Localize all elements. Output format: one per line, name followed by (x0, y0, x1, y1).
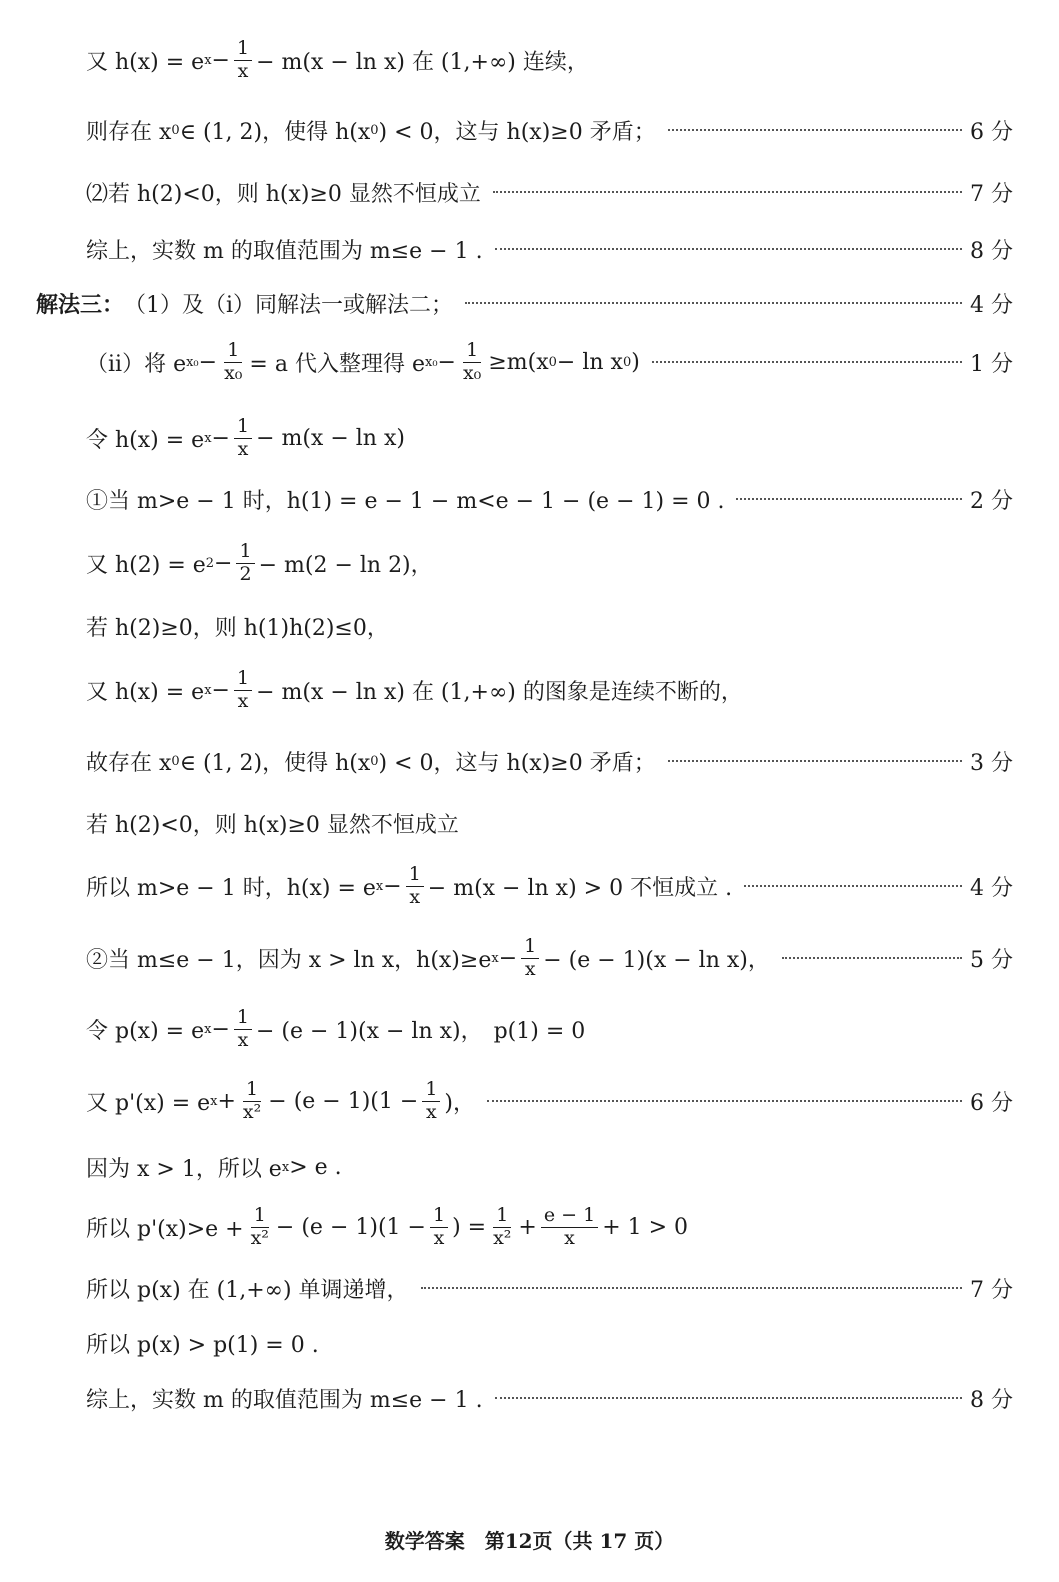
subscript: 0 (548, 354, 557, 370)
solution-line (86, 110, 1013, 150)
text-segment: 故存在 x (86, 750, 172, 776)
text-segment: − (198, 349, 218, 375)
fraction-denominator: x (409, 885, 421, 908)
math-expression (86, 484, 724, 515)
dot-leader (782, 957, 962, 959)
text-segment: ) < 0，这与 h(x)≥0 矛盾； (378, 750, 656, 776)
text-segment: − (214, 550, 233, 576)
fraction-denominator: 2 (239, 562, 252, 585)
fraction-numerator: 1 (406, 864, 424, 887)
superscript: x (210, 1093, 218, 1109)
fraction-numerator: 1 (234, 416, 252, 439)
fraction (248, 1205, 272, 1250)
fraction-denominator: x (237, 59, 249, 82)
fraction (234, 416, 252, 461)
score-points: 8 分 (970, 1387, 1013, 1413)
superscript: x (281, 1159, 290, 1175)
superscript: x (491, 950, 499, 966)
text-segment: ) < 0，这与 h(x)≥0 矛盾； (378, 119, 656, 145)
math-expression (86, 38, 589, 83)
solution-line (86, 1378, 1013, 1418)
text-segment: − m(x − ln x) > 0 不恒成立 . (427, 875, 733, 901)
fraction (430, 1205, 448, 1250)
dot-leader (493, 191, 962, 193)
solution-line (86, 862, 1013, 908)
fraction-numerator: 1 (243, 1079, 261, 1102)
solution-line (86, 1077, 1013, 1123)
fraction-numerator: 1 (422, 1079, 440, 1102)
score-points: 3 分 (970, 750, 1013, 776)
solution-line (86, 172, 1013, 212)
text-segment: − (e − 1)(1 − (268, 1088, 419, 1114)
math-expression (86, 1383, 483, 1414)
superscript: x (204, 430, 212, 446)
text-segment: − m(x − ln x) (256, 425, 405, 451)
text-segment: 综上，实数 m 的取值范围为 m≤e − 1 . (86, 238, 483, 264)
text-segment: （ii）将 e (86, 351, 187, 377)
fraction-numerator: 1 (251, 1205, 269, 1228)
math-expression (86, 115, 656, 146)
solution-line (86, 1005, 1013, 1051)
fraction (541, 1205, 598, 1250)
fraction-numerator: 1 (224, 340, 242, 363)
score-points: 2 分 (970, 488, 1013, 514)
fraction-numerator: 1 (430, 1205, 448, 1228)
text-segment: 又 h(x) = e (86, 679, 205, 705)
math-expression (86, 1205, 688, 1250)
text-segment: − (e − 1)(x − ln x)， (543, 947, 770, 973)
superscript: x (204, 1021, 212, 1037)
fraction (460, 340, 484, 385)
fraction-denominator: x (237, 1028, 249, 1051)
solution-line (86, 1147, 1013, 1187)
superscript: x (204, 52, 212, 68)
text-segment: ∈ (1, 2)，使得 h(x (179, 119, 371, 145)
solution-line (86, 414, 1013, 460)
text-segment: + (217, 1088, 236, 1114)
fraction-numerator: 1 (234, 38, 252, 61)
text-segment: 又 h(x) = e (86, 49, 205, 75)
text-segment: − (e − 1)(1 − (275, 1214, 426, 1240)
fraction-denominator: x² (493, 1226, 512, 1249)
text-segment: − (383, 873, 402, 899)
score-points: 7 分 (970, 181, 1013, 207)
fraction-denominator: x (433, 1226, 445, 1249)
fraction-numerator: 1 (463, 340, 481, 363)
text-segment: ≥m(x (488, 349, 549, 375)
math-expression (86, 668, 743, 713)
fraction (521, 936, 539, 981)
solution-line (86, 934, 1013, 980)
text-segment: 又 p'(x) = e (86, 1090, 211, 1116)
text-segment: > e . (289, 1154, 342, 1180)
score-points: 6 分 (970, 1090, 1013, 1116)
text-segment: − (211, 47, 230, 73)
dot-leader (465, 302, 962, 304)
fraction (234, 38, 252, 83)
superscript: 2 (205, 555, 215, 571)
math-expression (86, 864, 732, 909)
fraction-numerator: 1 (493, 1205, 511, 1228)
text-segment: ②当 m≤e − 1，因为 x > ln x，h(x)≥e (86, 947, 492, 973)
fraction-denominator: x (237, 689, 249, 712)
text-segment: 若 h(2)≥0，则 h(1)h(2)≤0， (86, 615, 389, 641)
text-segment: + 1 > 0 (602, 1214, 689, 1240)
dot-leader (744, 885, 962, 887)
text-segment: ) (631, 349, 640, 375)
math-expression (86, 340, 640, 385)
superscript: x (204, 682, 212, 698)
text-segment: 所以 p(x) > p(1) = 0 . (86, 1332, 319, 1358)
text-segment: + (518, 1214, 537, 1240)
fraction (221, 340, 245, 385)
text-segment: 所以 p(x) 在 (1,+∞) 单调递增， (86, 1277, 409, 1303)
solution-line (86, 666, 1013, 712)
subscript: 0 (171, 753, 180, 769)
subscript: 0 (171, 122, 180, 138)
fraction-numerator: 1 (234, 1007, 252, 1030)
solution-line (86, 539, 1013, 585)
text-segment: − ln x (556, 349, 623, 375)
text-segment: 所以 p'(x)>e + (86, 1216, 244, 1242)
math-expression (86, 808, 459, 839)
math-expression (86, 234, 483, 265)
score-points: 7 分 (970, 1277, 1013, 1303)
solution-line (86, 479, 1013, 519)
fraction (406, 864, 424, 909)
text-segment: − (437, 349, 456, 375)
score-points: 4 分 (970, 875, 1013, 901)
dot-leader (736, 498, 962, 500)
solution-line (36, 283, 1013, 323)
text-segment: 则存在 x (86, 119, 172, 145)
fraction (236, 541, 254, 586)
text-segment: 令 h(x) = e (86, 427, 205, 453)
text-segment: − (211, 677, 230, 703)
math-expression (86, 1152, 342, 1183)
text-segment: ∈ (1, 2)，使得 h(x (179, 750, 371, 776)
fraction-denominator: x (237, 437, 249, 460)
text-segment: − m(2 − ln 2)， (258, 552, 433, 578)
fraction (422, 1079, 440, 1124)
math-expression (86, 1079, 475, 1124)
fraction (234, 1007, 252, 1052)
text-segment: 若 h(2)<0，则 h(x)≥0 显然不恒成立 (86, 812, 459, 838)
dot-leader (487, 1100, 962, 1102)
fraction-denominator: x₀ (224, 361, 243, 384)
solution-line (86, 229, 1013, 269)
method-label: 解法三： (36, 291, 125, 318)
fraction-numerator: 1 (236, 541, 254, 564)
math-expression (86, 936, 770, 981)
math-expression (36, 288, 453, 319)
page-footer: 数学答案 第12页（共 17 页） (384, 1529, 675, 1553)
math-expression (86, 541, 433, 586)
subscript: 0 (622, 354, 632, 370)
dot-leader (495, 248, 962, 250)
fraction (240, 1079, 264, 1124)
math-expression (86, 1328, 319, 1359)
fraction (234, 668, 252, 713)
text-segment: − m(x − ln x) 在 (1,+∞) 的图象是连续不断的， (256, 679, 743, 705)
text-segment: （1）及（i）同解法一或解法二； (124, 292, 454, 318)
superscript: x (375, 878, 384, 894)
solution-line (86, 606, 1013, 646)
fraction-denominator: x² (250, 1226, 269, 1249)
text-segment: 令 p(x) = e (86, 1018, 205, 1044)
math-expression (86, 1273, 409, 1304)
text-segment: − (e − 1)(x − ln x)， p(1) = 0 (255, 1018, 586, 1044)
solution-line (86, 36, 1013, 82)
fraction (490, 1205, 514, 1250)
dot-leader (495, 1397, 962, 1399)
score-points: 1 分 (970, 351, 1013, 377)
solution-line (86, 338, 1013, 384)
text-segment: = a 代入整理得 e (249, 351, 425, 377)
fraction-numerator: 1 (521, 936, 539, 959)
solution-line (86, 1323, 1013, 1363)
text-segment: )， (444, 1090, 475, 1116)
text-segment: ①当 m>e − 1 时，h(1) = e − 1 − m<e − 1 − (e − 1) = 0 . (86, 488, 725, 514)
text-segment: 所以 m>e − 1 时，h(x) = e (86, 875, 376, 901)
math-expression (86, 1007, 585, 1052)
superscript: x₀ (186, 354, 199, 370)
solution-line (86, 803, 1013, 843)
fraction-denominator: x (524, 957, 536, 980)
math-expression (86, 177, 481, 208)
dot-leader (652, 361, 962, 363)
score-points: 4 分 (970, 292, 1013, 318)
fraction-denominator: x (426, 1100, 437, 1123)
fraction-denominator: x (564, 1226, 575, 1249)
math-expression (86, 611, 389, 642)
text-segment: − m(x − ln x) 在 (1,+∞) 连续， (256, 49, 589, 75)
solution-line (86, 1268, 1013, 1308)
score-points: 5 分 (970, 947, 1013, 973)
dot-leader (668, 760, 962, 762)
subscript: 0 (370, 122, 379, 138)
math-expression (86, 746, 656, 777)
text-segment: 因为 x > 1，所以 e (86, 1156, 282, 1182)
score-points: 6 分 (970, 119, 1013, 145)
text-segment: ) = (452, 1214, 487, 1240)
fraction-denominator: x₀ (462, 361, 482, 384)
text-segment: 综上，实数 m 的取值范围为 m≤e − 1 . (86, 1387, 483, 1413)
fraction-numerator: 1 (234, 668, 252, 691)
score-points: 8 分 (970, 238, 1013, 264)
math-expression (86, 416, 405, 461)
text-segment: − (211, 425, 230, 451)
dot-leader (668, 129, 962, 131)
dot-leader (421, 1287, 962, 1289)
text-segment: − (211, 1016, 230, 1042)
solution-line (86, 1203, 1013, 1249)
text-segment: ⑵若 h(2)<0，则 h(x)≥0 显然不恒成立 (86, 181, 481, 207)
subscript: 0 (370, 753, 379, 769)
text-segment: 又 h(2) = e (86, 552, 206, 578)
fraction-numerator: e − 1 (541, 1205, 598, 1228)
solution-line (86, 741, 1013, 781)
superscript: x₀ (424, 354, 438, 370)
text-segment: − (498, 945, 518, 971)
fraction-denominator: x² (242, 1100, 262, 1123)
